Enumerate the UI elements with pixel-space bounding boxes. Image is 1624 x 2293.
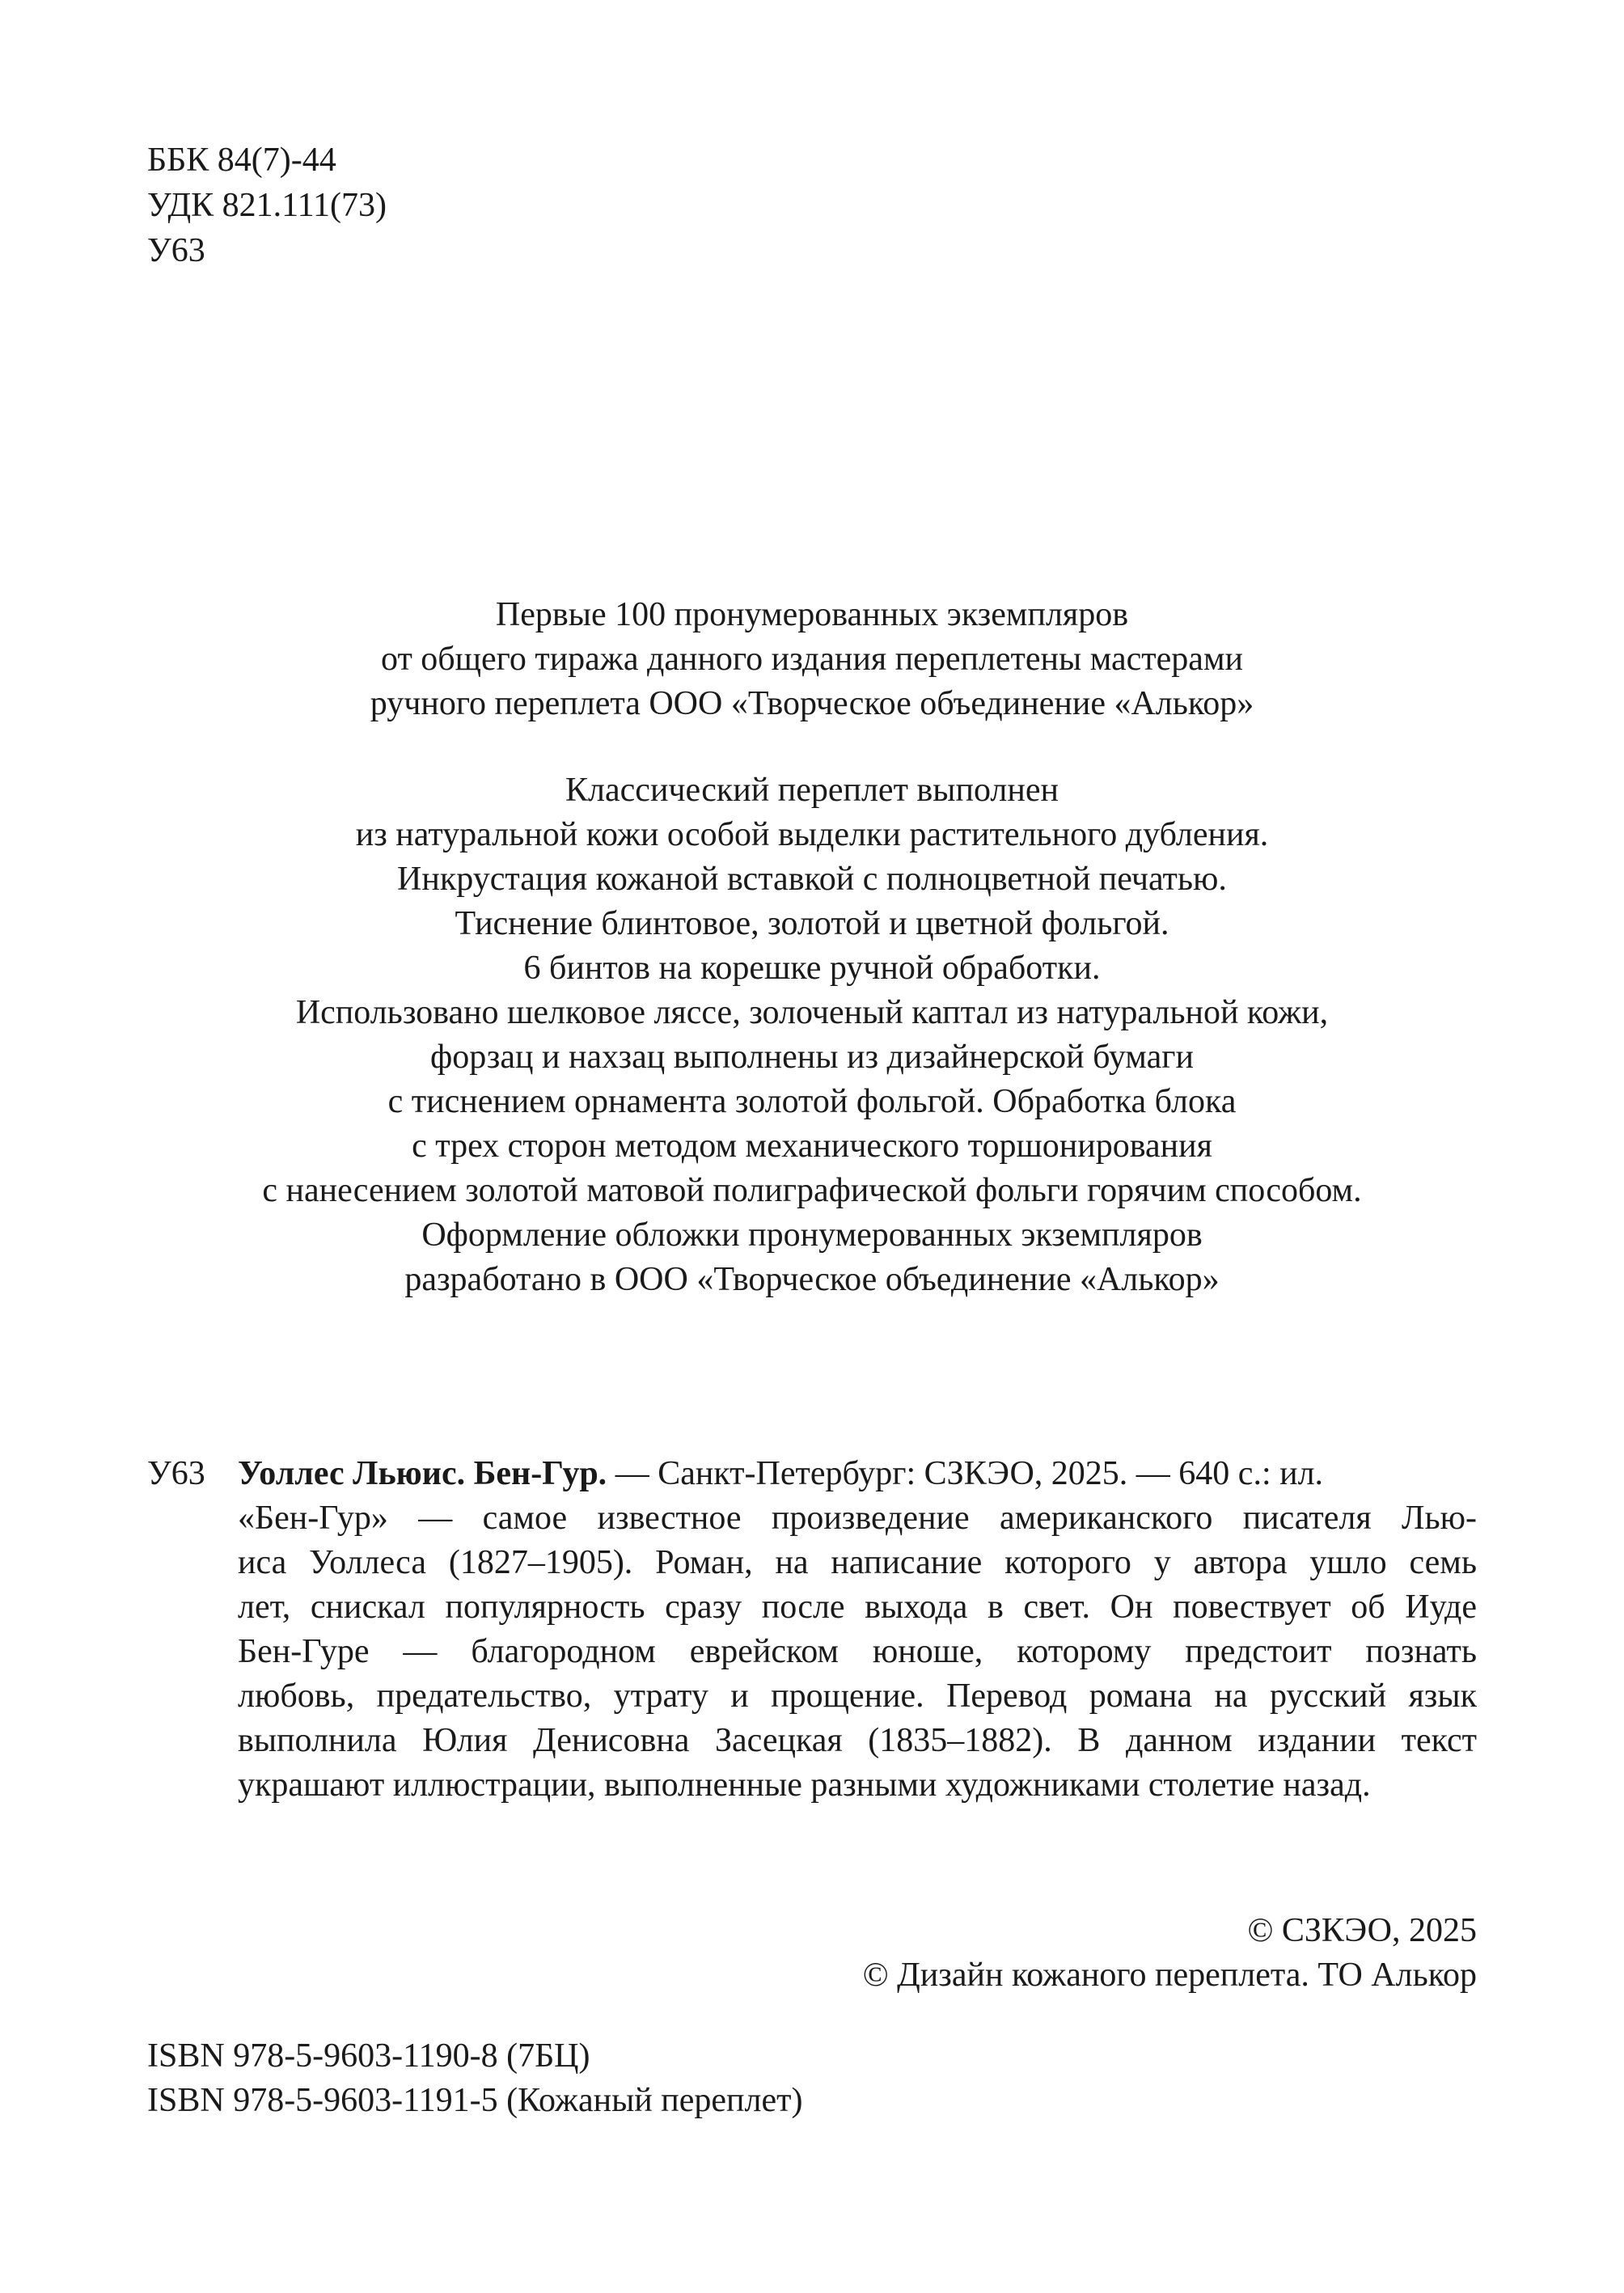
- binding-line: Тиснение блинтовое, золотой и цветной фольгой.: [455, 905, 1169, 942]
- isbn-block: [147, 2034, 802, 2123]
- udk-code: УДК 821.111(73): [147, 187, 387, 224]
- annotation-title: Уоллес Льюис. Бен-Гур.: [238, 1455, 607, 1492]
- binding-line: форзац и нахзац выполнены из дизайнерской бумаги: [430, 1039, 1194, 1076]
- bbk-code: ББК 84(7)-44: [147, 142, 336, 179]
- binding-line: с трех сторон методом механического торшонирования: [412, 1127, 1212, 1165]
- annotation-line: любовь, предательство, утрату и прощение. Перевод романа на русский язык: [238, 1677, 1477, 1715]
- binding-line: разработано в ООО «Творческое объединение «Алькор»: [404, 1261, 1220, 1298]
- annotation-body: [238, 1496, 1477, 1808]
- author-mark: У63: [147, 232, 205, 269]
- annotation-imprint: — Санкт-Петербург: СЗКЭО, 2025. — 640 с.: ил.: [607, 1455, 1324, 1492]
- binding-line: Классический переплет выполнен: [565, 772, 1059, 809]
- annotation-line: украшают иллюстрации, выполненные разными художниками столетие назад.: [238, 1766, 1371, 1804]
- annotation-line: Бен-Гуре — благородном еврейском юноше, которому предстоит познать: [238, 1633, 1477, 1670]
- binding-line: из натуральной кожи особой выделки растительного дубления.: [355, 816, 1269, 853]
- binding-line: с нанесением золотой матовой полиграфической фольги горячим способом.: [262, 1172, 1362, 1209]
- classification-codes: [147, 137, 387, 273]
- binding-line: Оформление обложки пронумерованных экземпляров: [421, 1216, 1203, 1254]
- isbn-line: ISBN 978-5-9603-1191-5 (Кожаный переплет): [147, 2082, 803, 2119]
- book-annotation: [147, 1452, 1477, 1808]
- annotation-line: лет, снискал популярность сразу после выхода в свет. Он повествует об Иуде: [238, 1589, 1477, 1626]
- copyright-notice: [863, 1909, 1477, 1998]
- binding-line: 6 бинтов на корешке ручной обработки.: [523, 950, 1101, 987]
- copyright-line: © Дизайн кожаного переплета. ТО Алькор: [862, 1957, 1477, 1994]
- limited-edition-note: [147, 593, 1477, 726]
- annotation-line: выполнила Юлия Денисовна Засецкая (1835–1882). В данном издании текст: [238, 1722, 1477, 1759]
- binding-line: Инкрустация кожаной вставкой с полноцветной печатью.: [397, 861, 1227, 898]
- binding-line: с тиснением орнамента золотой фольгой. Обработка блока: [387, 1083, 1237, 1120]
- limited-note-line: ручного переплета ООО «Творческое объединение «Алькор»: [370, 685, 1254, 722]
- limited-note-line: Первые 100 пронумерованных экземпляров: [495, 596, 1129, 633]
- annotation-line: иса Уоллеса (1827–1905). Роман, на написание которого у автора ушло семь: [238, 1544, 1477, 1581]
- annotation-index: У63: [147, 1455, 205, 1492]
- binding-details: [147, 768, 1477, 1302]
- annotation-line: «Бен-Гур» — самое известное произведение американского писателя Лью-: [238, 1500, 1477, 1537]
- annotation-heading-line: [147, 1452, 1477, 1496]
- isbn-line: ISBN 978-5-9603-1190-8 (7БЦ): [147, 2037, 590, 2075]
- binding-line: Использовано шелковое ляссе, золоченый каптал из натуральной кожи,: [295, 994, 1329, 1031]
- copyright-line: © СЗКЭО, 2025: [1247, 1912, 1477, 1949]
- limited-note-line: от общего тиража данного издания переплетены мастерами: [381, 641, 1243, 678]
